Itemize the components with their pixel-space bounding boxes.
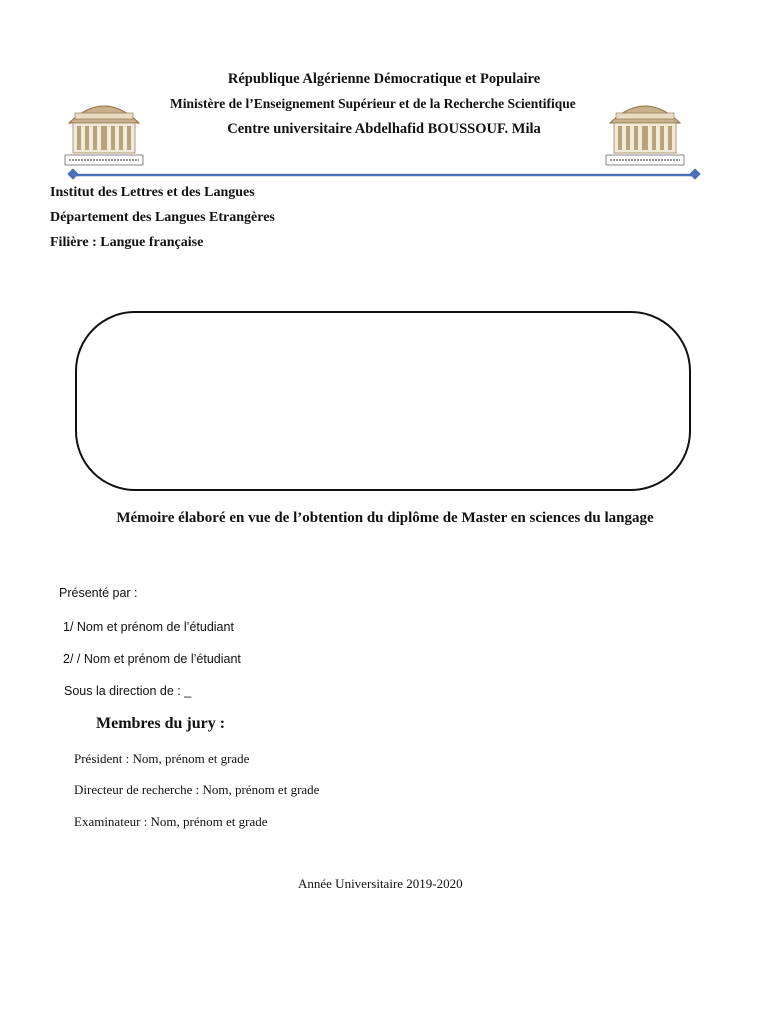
institut-label: Institut des Lettres et des Langues [50, 185, 255, 200]
filiere-label: Filière : Langue française [50, 235, 204, 250]
departement-label: Département des Langues Etrangères [50, 210, 275, 225]
jury-examinateur: Examinateur : Nom, prénom et grade [74, 814, 268, 829]
header-divider-rule [66, 168, 702, 182]
student-1-name: 1/ Nom et prénom de l’étudiant [63, 620, 234, 634]
university-building-emblem-icon [63, 95, 145, 167]
direction-label: Sous la direction de : _ [64, 684, 192, 698]
jury-title: Membres du jury : [96, 715, 226, 732]
university-building-emblem-icon [604, 95, 686, 167]
university-logo-left [63, 95, 145, 167]
thesis-title-box[interactable] [75, 311, 691, 491]
header-centre: Centre universitaire Abdelhafid BOUSSOUF. Mila [227, 121, 541, 137]
header-republique: République Algérienne Démocratique et Populaire [227, 71, 541, 87]
header-ministere: Ministère de l’Enseignement Supérieur et de la Recherche Scientifique [170, 96, 576, 111]
student-2-name: 2/ / Nom et prénom de l’étudiant [63, 652, 241, 666]
memoire-statement: Mémoire élaboré en vue de l’obtention du diplôme de Master en sciences du langage [116, 510, 654, 526]
annee-universitaire: Année Universitaire 2019-2020 [298, 876, 463, 891]
jury-president: Président : Nom, prénom et grade [74, 751, 250, 766]
university-logo-right [604, 95, 686, 167]
jury-directeur: Directeur de recherche : Nom, prénom et grade [74, 782, 320, 797]
presente-par-label: Présenté par : [59, 586, 138, 600]
